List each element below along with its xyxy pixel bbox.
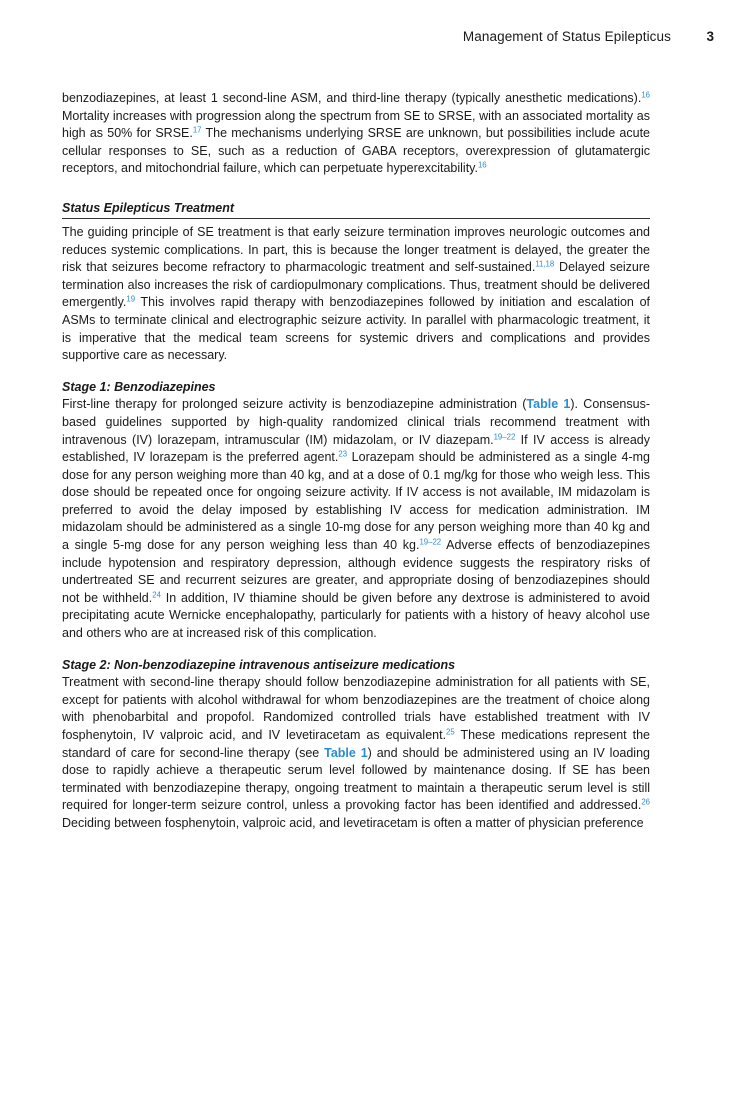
citation[interactable]: 17 xyxy=(192,125,202,135)
citation[interactable]: 23 xyxy=(338,449,348,459)
running-title: Management of Status Epilepticus xyxy=(462,29,671,44)
text: ). Consensus-based guidelines supported by high-quality randomized clinical trials recommend treatment with intravenous (IV) lorazepam, intramuscular (IM) midazolam, or IV diazepam. xyxy=(62,397,650,447)
citation[interactable]: 19–22 xyxy=(493,432,516,441)
paragraph-stage-1 xyxy=(62,396,650,642)
paragraph-stage-2 xyxy=(62,674,650,832)
citation[interactable]: 26 xyxy=(641,797,650,807)
citation[interactable]: 11,18 xyxy=(535,259,555,269)
text: The guiding principle of SE treatment is that early seizure termination improves neurologic outcomes and reduces systemic complications. In part, this is because the longer treatment is delayed, the greater the risk that seizures become refractory to pharmacologic treatment and self-sustained. xyxy=(62,224,650,275)
paragraph-treatment xyxy=(62,224,650,365)
text: These medications represent the standard of care for second-line therapy (see xyxy=(62,728,650,760)
citation[interactable]: 19–22 xyxy=(419,537,442,547)
text: benzodiazepines, at least 1 second-line ASM, and third-line therapy (typically anesthetic medications). xyxy=(62,91,642,105)
subheading-stage-2: Stage 2: Non-benzodiazepine intravenous antiseizure medications xyxy=(62,657,456,672)
text: ) and should be administered using an IV loading dose to rapidly achieve a therapeutic serum level followed by maintenance dosing. If SE has been terminated with benzodiazepine therapy, ongoing treatment to maintain a therapeutic serum level is still required for longer-term seizure control, unless a provoking factor has been identified and addressed. xyxy=(62,745,650,813)
text: Deciding between fosphenytoin, valproic acid, and levetiracetam is often a matter of physician preference xyxy=(62,815,644,830)
text: Delayed seizure termination also increases the risk of cardiopulmonary complications. Thus, treatment should be delivered emergently. xyxy=(62,260,650,310)
citation[interactable]: 24 xyxy=(152,590,161,600)
page-header xyxy=(62,29,714,49)
paragraph-srse xyxy=(62,90,650,178)
citation[interactable]: 16 xyxy=(641,90,650,100)
text: Adverse effects of benzodiazepines include hypotension and respiratory depression, although evidence suggests the respiratory risks of undertreated SE and recurrent seizures are greater, and appropriate dosing of benzodiazepines should not be withheld. xyxy=(62,538,650,605)
text: This involves rapid therapy with benzodiazepines followed by initiation and escalation of ASMs to terminate clinical and electrographic seizure activity. In parallel with pharmacologic treatment, it is imperative that the medical team screens for systemic drivers and complications and provides supportive care as necessary. xyxy=(62,295,650,363)
text: If IV access is already established, IV lorazepam is the preferred agent. xyxy=(62,432,650,465)
citation[interactable]: 16 xyxy=(477,160,487,170)
citation[interactable]: 25 xyxy=(446,727,455,737)
citation[interactable]: 19 xyxy=(126,294,136,304)
table-1-link[interactable]: Table 1 xyxy=(526,397,571,412)
text: Treatment with second-line therapy should follow benzodiazepine administration for all patients with SE, except for patients with alcohol withdrawal for whom benzodiazepines are the treatment of choice along with phenobarbital and propofol. Randomized controlled trials have established treatment with IV fosphenytoin, IV valproic acid, and IV levetiracetam as equivalent. xyxy=(62,675,650,742)
page-body xyxy=(62,90,650,833)
text: Mortality increases with progression along the spectrum from SE to SRSE, with an associated mortality as high as 50% for SRSE. xyxy=(62,108,650,141)
table-1-link[interactable]: Table 1 xyxy=(324,745,368,760)
subheading-stage-1: Stage 1: Benzodiazepines xyxy=(62,379,216,394)
text: Lorazepam should be administered as a single 4-mg dose for any person weighing more than 40 kg, and at a dose of 0.1 mg/kg for those who weigh less. This dose should be repeated once for ongoing seizure activity. If IV access is not available, IM midazolam is preferred to avoid the delay imposed by establishing IV access for medication administration. IM midazolam should be administered as a single 10-mg dose for any person weighing more than 40 kg and a single 5-mg dose for any person weighing less than 40 kg. xyxy=(62,450,650,553)
text: The mechanisms underlying SRSE are unknown, but possibilities include acute cellular responses to SE, such as a reduction of GABA receptors, overexpression of glutamatergic receptors, and mitochondrial failure, which can perpetuate hyperexcitability. xyxy=(62,126,650,176)
page-number: 3 xyxy=(706,29,714,44)
text: In addition, IV thiamine should be given before any dextrose is administered to avoid precipitating acute Wernicke encephalopathy, particularly for patients with a history of heavy alcohol use and others who are at increased risk of this complication. xyxy=(62,590,650,641)
text: First-line therapy for prolonged seizure activity is benzodiazepine administration ( xyxy=(62,397,527,412)
section-heading-treatment: Status Epilepticus Treatment xyxy=(62,201,650,219)
